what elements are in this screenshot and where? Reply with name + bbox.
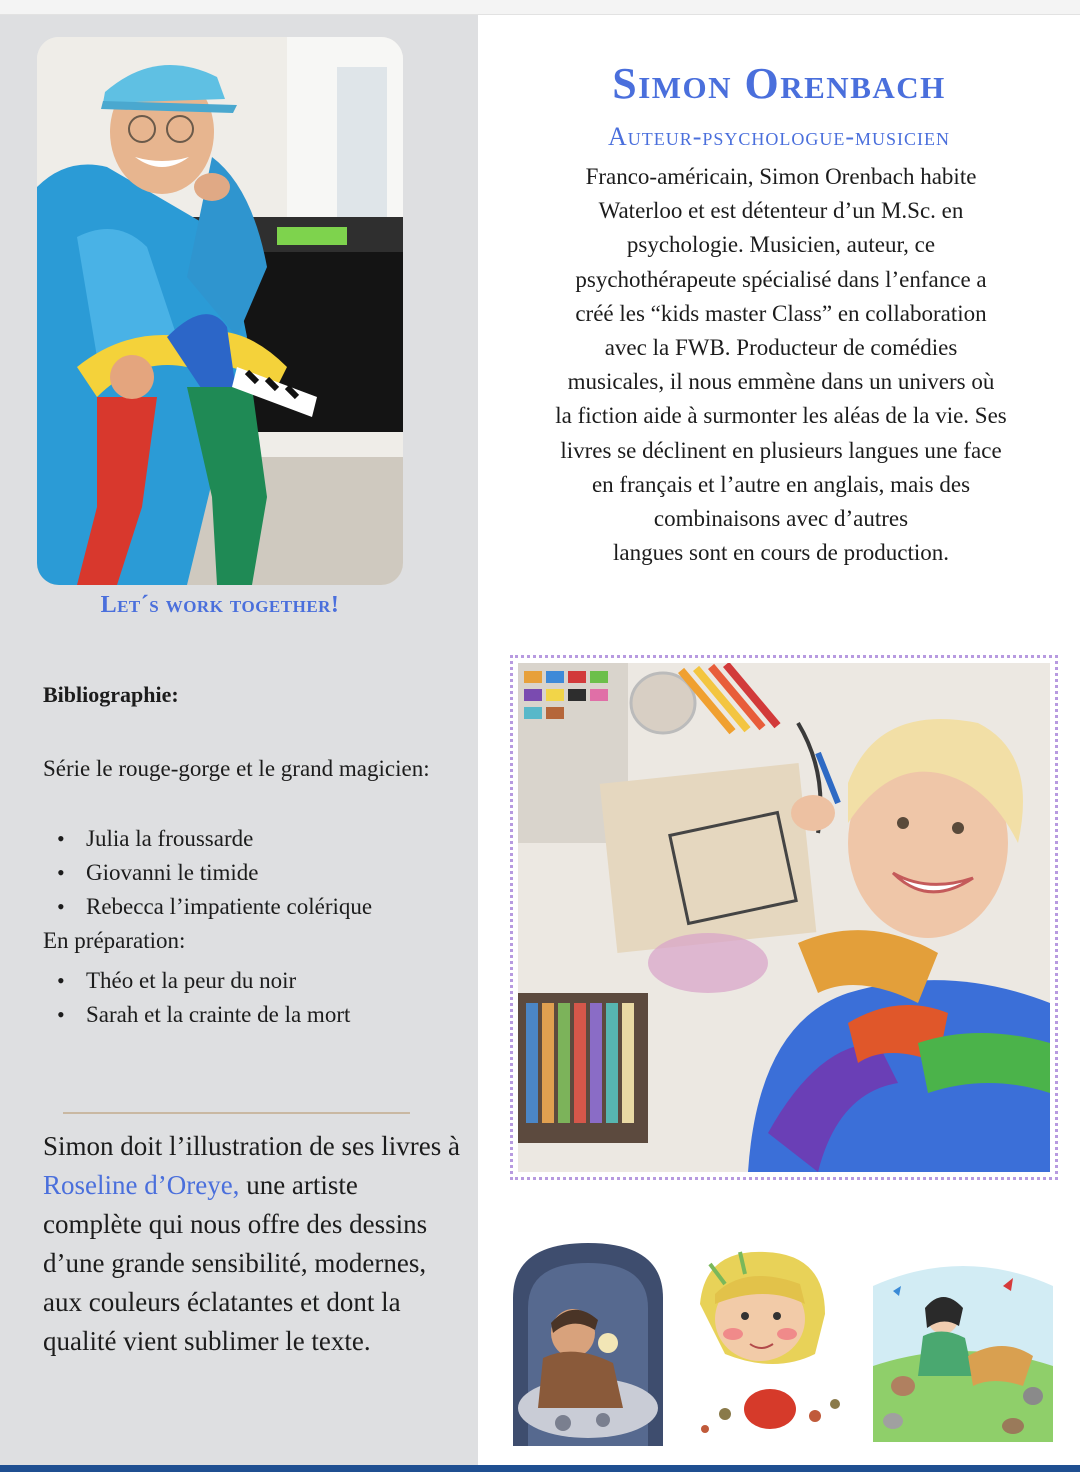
lets-work-together-heading: Let´s work together!: [100, 592, 340, 618]
bio-line: psychothérapeute spécialisé dans l’enfance a: [575, 266, 987, 292]
bio-line: créé les “kids master Class” en collaboration: [575, 300, 987, 326]
author-bio: [512, 160, 1050, 570]
bio-line: Franco-américain, Simon Orenbach habite: [585, 164, 977, 189]
author-name: Simon Orenbach: [612, 59, 946, 108]
bio-line: Waterloo et est détenteur d’un M.Sc. en: [598, 198, 964, 224]
bio-line: en français et l’autre en anglais, mais des: [591, 471, 971, 497]
bio-line: langues sont en cours de production.: [613, 540, 949, 566]
preparation-book-list: [43, 964, 373, 1032]
list-item: • Rebecca l’impatiente colérique: [43, 890, 443, 924]
bio-line: psychologie. Musicien, auteur, ce: [626, 232, 936, 258]
series-title: Série le rouge-gorge et le grand magicien:: [43, 756, 430, 781]
bio-line: musicales, il nous emmène dans un univers où: [567, 369, 995, 395]
author-portrait-photo: [37, 37, 403, 585]
bottom-bar: [0, 1465, 1080, 1472]
section-divider: [63, 1112, 410, 1114]
preparation-title: En préparation:: [43, 928, 186, 953]
bibliography-title: Bibliographie:: [43, 682, 179, 707]
author-roles: Auteur-psychologue-musicien: [607, 122, 951, 151]
artist-name: Roseline d’Oreye,: [43, 1170, 240, 1200]
list-item: • Julia la froussarde: [43, 822, 443, 856]
craftsman-sketch: [503, 1238, 673, 1446]
top-rule: [0, 0, 1080, 15]
bio-line: la fiction aide à surmonter les aléas de la vie. Ses: [555, 403, 1007, 429]
girl-sketch: [685, 1244, 860, 1444]
list-item: • Théo et la peur du noir: [43, 964, 373, 998]
illustration-text-before: Simon doit l’illustration de ses livres à: [43, 1131, 460, 1161]
illustrator-portrait-photo: [510, 655, 1058, 1180]
bio-line: livres se déclinent en plusieurs langues une face: [560, 437, 1002, 463]
list-item: • Giovanni le timide: [43, 856, 443, 890]
list-item: • Sarah et la crainte de la mort: [43, 998, 373, 1032]
illustration-paragraph: [43, 1127, 463, 1361]
bio-line: avec la FWB. Producteur de comédies: [604, 335, 958, 361]
girl-with-animals-sketch: [873, 1246, 1053, 1442]
series-book-list: [43, 822, 443, 924]
bio-line: combinaisons avec d’autres: [653, 506, 909, 532]
illustration-text-after: une artiste complète qui nous offre des dessins d’une grande sensibilité, modernes, aux couleurs éclatantes et dont la qualité vient sublimer le texte.: [43, 1170, 428, 1356]
